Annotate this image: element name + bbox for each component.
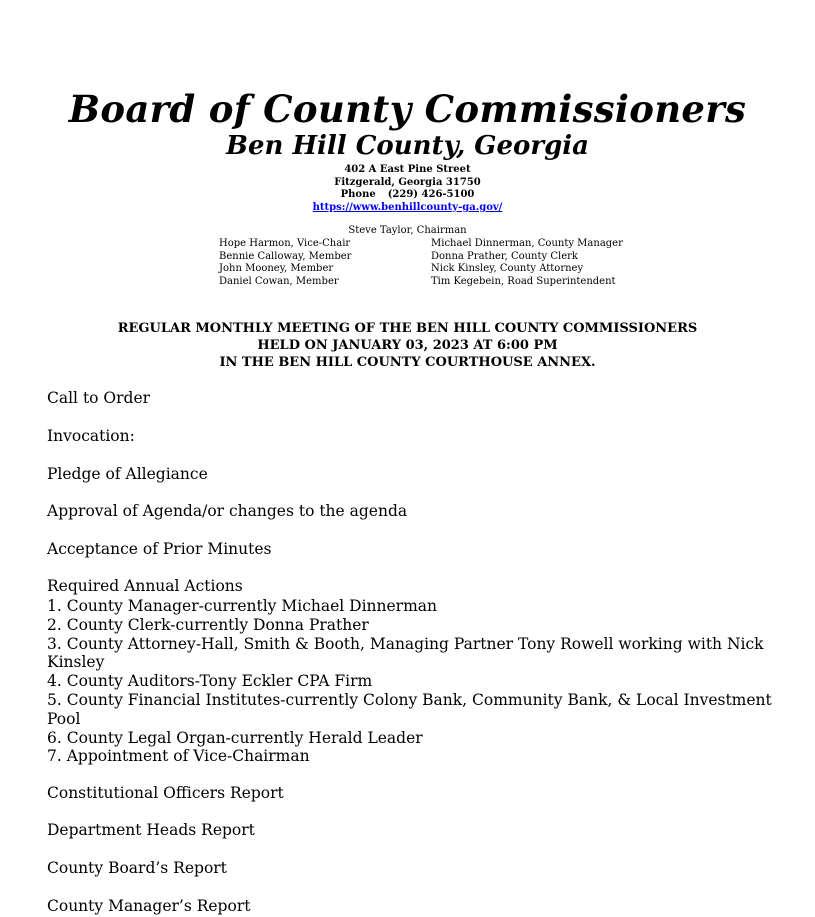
official-entry: Nick Kinsley, County Attorney [431,263,584,275]
meeting-line: REGULAR MONTHLY MEETING OF THE BEN HILL COUNTY COMMISSIONERS [117,321,698,336]
meeting-line: IN THE BEN HILL COUNTY COURTHOUSE ANNEX. [219,355,596,370]
phone-line [0,189,815,202]
document-subtitle: Ben Hill County, Georgia [226,131,589,161]
list-item: 6. County Legal Organ-currently Herald Leader [47,728,423,747]
official-entry: Donna Prather, County Clerk [431,250,578,262]
required-actions-list [47,597,787,766]
list-item: 2. County Clerk-currently Donna Prather [47,615,369,634]
phone-number: (229) 426-5100 [387,189,475,200]
list-item: 5. County Financial Institutes-currently Colony Bank, Community Bank, & Local Investment Pool [47,690,772,728]
agenda-item-county-board: County Board’s Report [47,859,227,877]
meeting-line: HELD ON JANUARY 03, 2023 AT 6:00 PM [257,338,558,353]
agenda-item-required-actions: Required Annual Actions [47,577,243,595]
chairman-name: Steve Taylor, Chairman [348,225,467,236]
agenda-item-acceptance: Acceptance of Prior Minutes [47,540,272,558]
official-entry: John Mooney, Member [219,263,334,275]
agenda-item-department-heads: Department Heads Report [47,821,255,839]
meeting-heading [0,320,815,371]
agenda-item-county-manager: County Manager’s Report [47,897,251,915]
commissioners-list [219,238,351,289]
agenda-item-pledge: Pledge of Allegiance [47,465,208,483]
official-entry: Michael Dinnerman, County Manager [431,238,623,249]
agenda-item-constitutional: Constitutional Officers Report [47,784,284,802]
list-item: 7. Appointment of Vice-Chairman [47,747,310,766]
list-item: 4. County Auditors-Tony Eckler CPA Firm [47,672,373,691]
address-city: Fitzgerald, Georgia 31750 [334,177,481,188]
staff-list [431,238,623,289]
official-entry: Hope Harmon, Vice-Chair [219,238,351,249]
agenda-item-call-to-order: Call to Order [47,389,151,407]
official-entry: Tim Kegebein, Road Superintendent [431,276,616,288]
list-item: 1. County Manager-currently Michael Dinnerman [47,597,438,615]
document-title: Board of County Commissioners [68,87,747,131]
agenda-item-approval: Approval of Agenda/or changes to the agenda [47,502,408,520]
official-entry: Bennie Calloway, Member [219,250,352,262]
address-street: 402 A East Pine Street [344,164,471,175]
phone-label: Phone [340,189,376,200]
website-link[interactable]: https://www.benhillcounty-ga.gov/ [312,202,503,213]
list-item: 3. County Attorney-Hall, Smith & Booth, Managing Partner Tony Rowell working with Nick Kinsley [47,634,764,672]
agenda-item-invocation: Invocation: [47,427,135,445]
official-entry: Daniel Cowan, Member [219,276,339,288]
